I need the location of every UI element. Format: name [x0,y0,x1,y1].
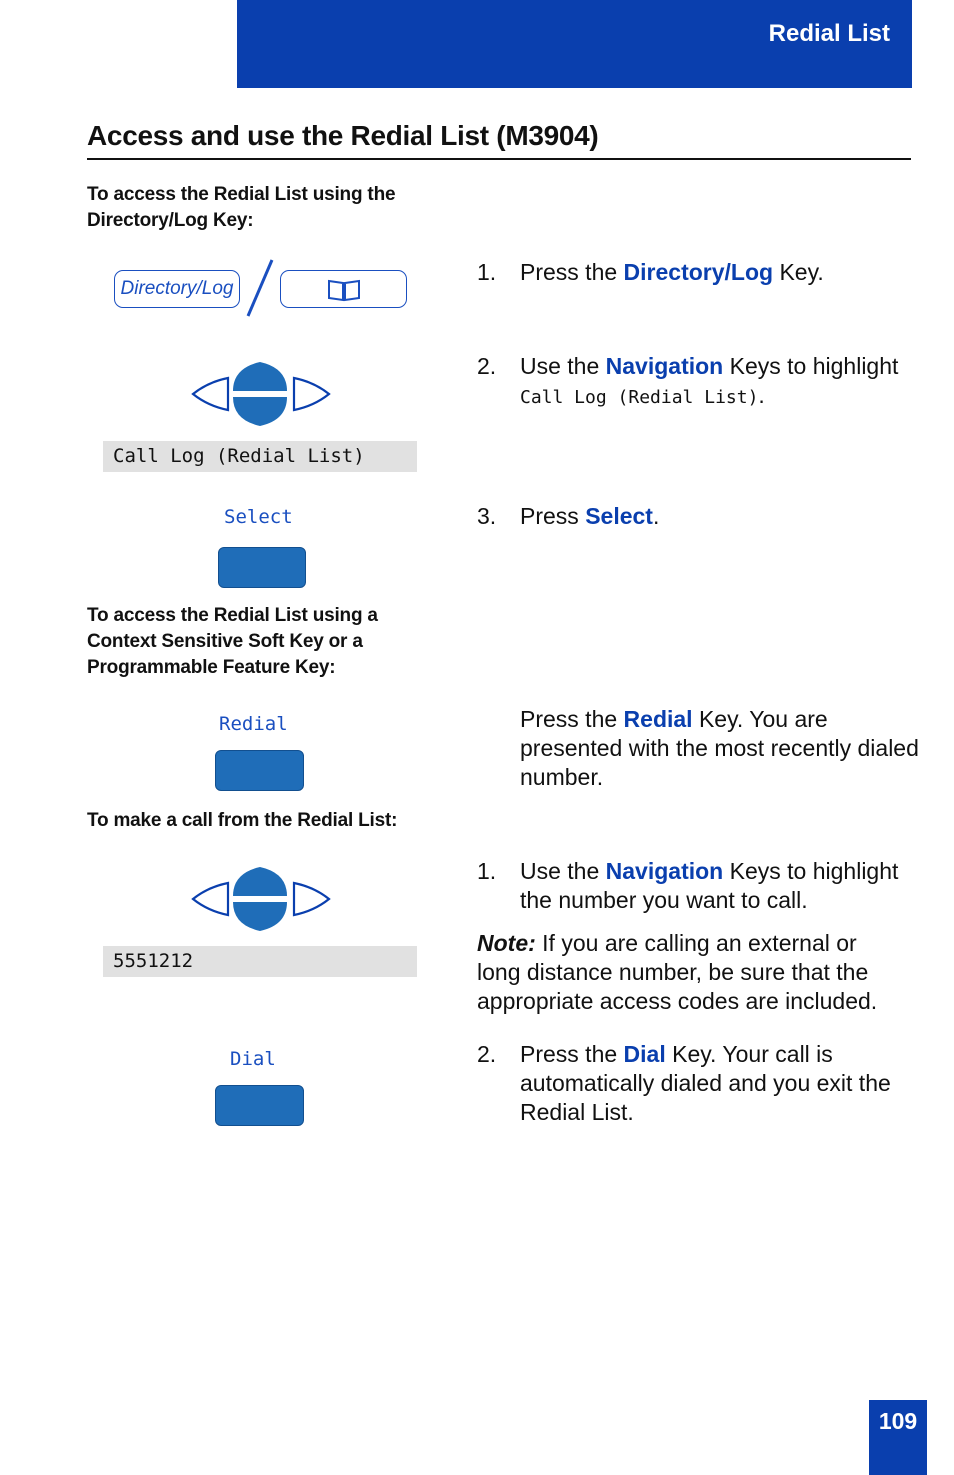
soft-key-label-select: Select [224,506,293,528]
step-number: 2. [477,1041,497,1067]
step-number: 1. [477,858,497,884]
text: Redial List. [520,1099,634,1125]
section-heading-directory [87,182,395,234]
text: the number you want to call. [520,887,808,913]
lcd-display: 5551212 [103,946,417,977]
soft-key-label-dial: Dial [230,1048,276,1070]
book-key[interactable] [280,270,407,308]
section-heading-soft-key [87,603,378,681]
page-title: Access and use the Redial List (M3904) [87,120,911,160]
step-text [520,352,915,412]
text: Key. Your call is [665,1041,833,1067]
text: Press the [520,706,624,732]
header-bar [237,0,912,88]
text: Keys to highlight [723,353,899,379]
soft-key-label-redial: Redial [219,713,288,735]
text: Keys to highlight [723,858,899,884]
text-line: number. [520,764,604,790]
text: Press the [520,1041,624,1067]
text: Press the [520,259,624,285]
redial-soft-key[interactable] [215,750,304,791]
text-line [520,705,920,734]
text: Key. [773,259,824,285]
step-number: 1. [477,259,497,285]
lcd-display: Call Log (Redial List) [103,441,417,472]
text: Use the [520,353,606,379]
step-number: 3. [477,503,497,529]
text-line: appropriate access codes are included. [477,988,878,1014]
navigation-keys-icon[interactable] [190,360,332,426]
heading-line: Programmable Feature Key: [87,657,336,678]
text: Key. You are [692,706,828,732]
heading-line: To access the Redial List using a [87,605,378,626]
keyword: Select [585,503,653,529]
step-text [520,857,915,915]
keyword: Redial [623,706,693,732]
slash-divider [245,258,275,318]
directory-log-key[interactable] [114,270,240,308]
keyword: Navigation [605,858,724,884]
text-line: long distance number, be sure that the [477,959,869,985]
text: . [652,503,660,529]
section-heading-make-call: To make a call from the Redial List: [87,810,398,831]
note [477,929,917,1016]
step-text [520,258,915,287]
directory-log-key-label: Directory/Log [120,278,234,299]
text-line [477,929,917,958]
keyword: Dial [623,1041,666,1067]
keyword: Directory/Log [623,259,774,285]
heading-line: To access the Redial List using the [87,184,396,205]
dial-soft-key[interactable] [215,1085,304,1126]
step-number: 2. [477,353,497,379]
step-text [520,1040,915,1127]
heading-line: Context Sensitive Soft Key or a [87,631,363,652]
page-number-box [869,1400,927,1475]
navigation-keys-icon[interactable] [190,865,332,931]
text: If you are calling an external or [535,930,857,956]
text: automatically dialed and you exit the [520,1070,891,1096]
text-line: presented with the most recently dialed [520,735,919,761]
text: . [758,382,765,408]
select-soft-key[interactable] [218,547,306,588]
text: Use the [520,858,606,884]
book-icon [327,278,361,302]
keyword: Navigation [605,353,724,379]
note-label: Note: [477,930,536,956]
step-text [520,502,915,531]
redial-instructions [520,705,920,792]
section-title: Redial List [768,20,890,47]
page-number: 109 [878,1408,918,1434]
display-text: Call Log (Redial List) [520,387,759,408]
heading-line: Directory/Log Key: [87,210,254,231]
text: Press [520,503,586,529]
